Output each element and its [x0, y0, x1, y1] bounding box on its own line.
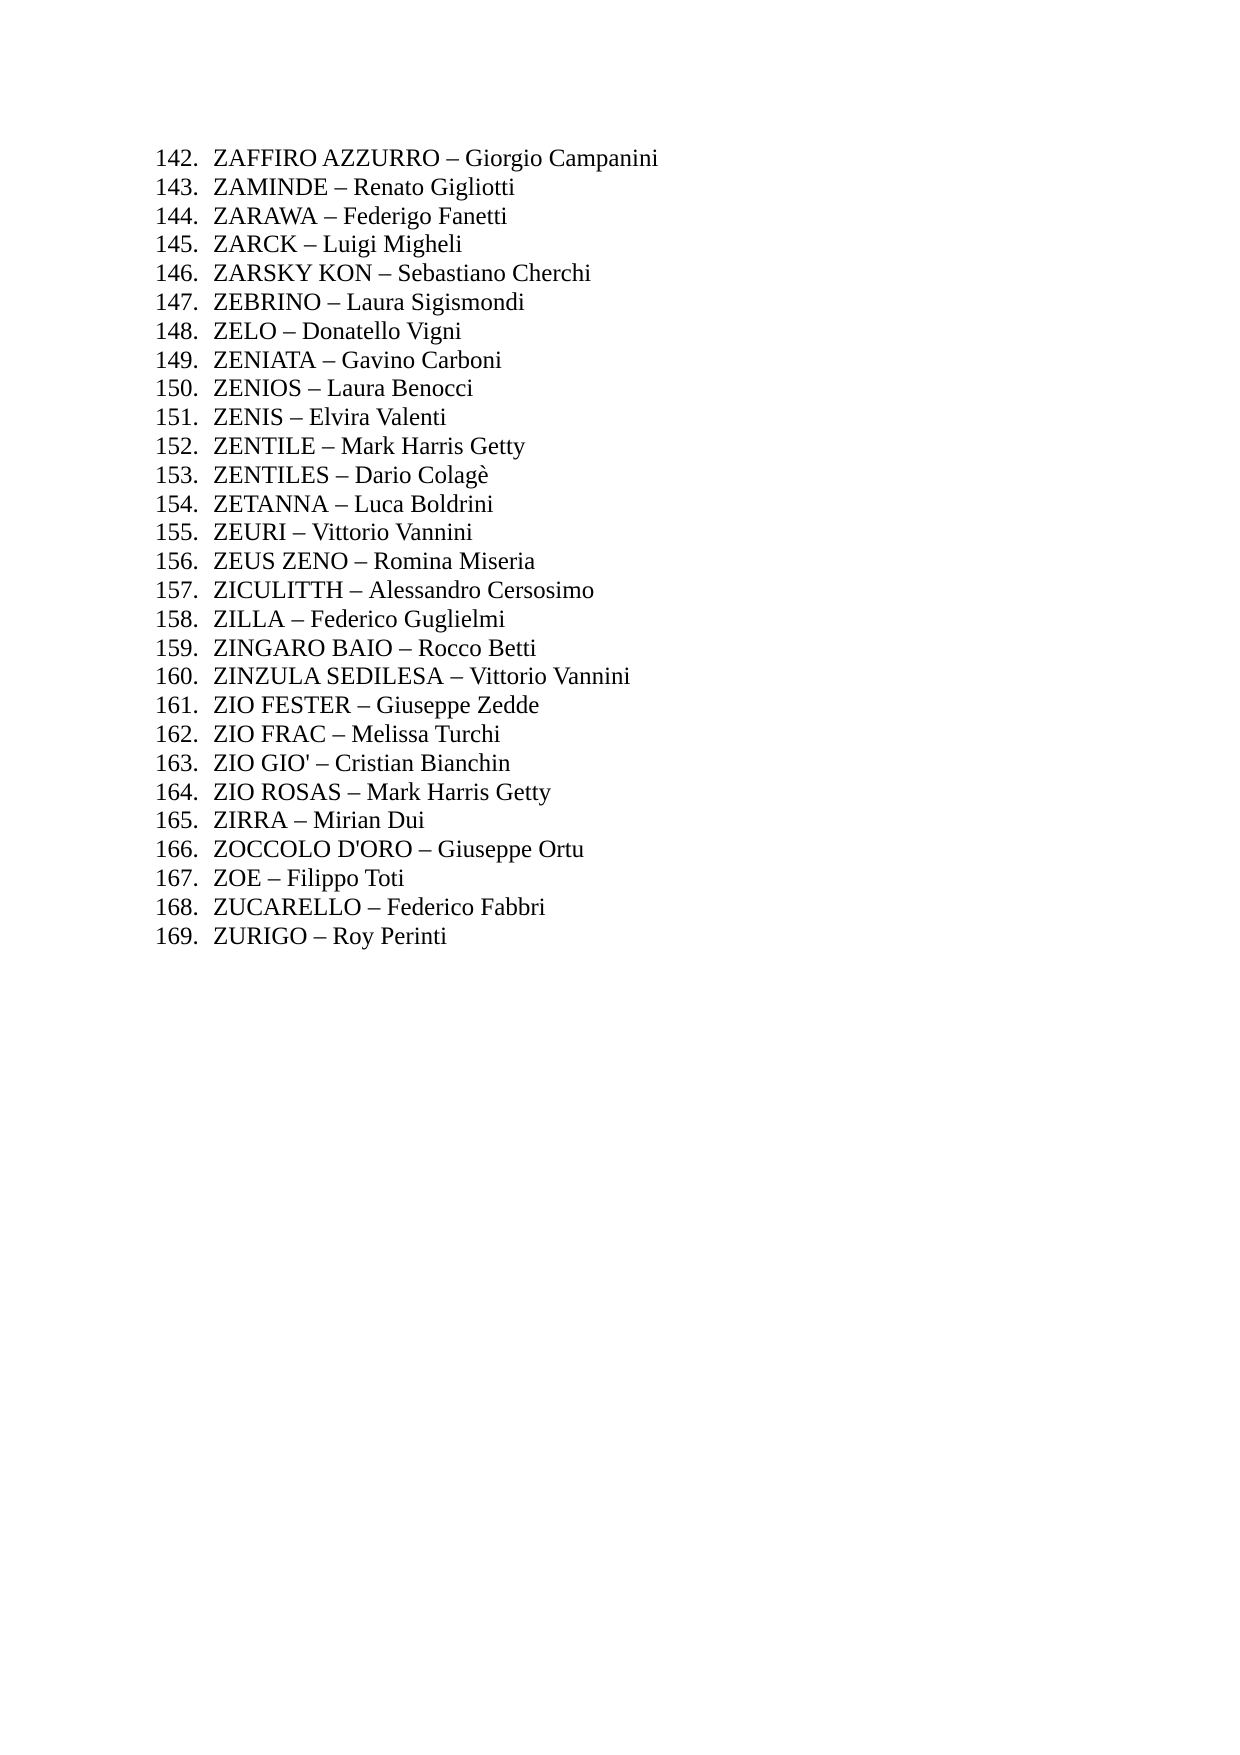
item-text — [213, 203, 508, 232]
list-item — [155, 174, 1180, 203]
item-person: Gavino Carboni — [341, 346, 502, 374]
item-person: Dario Colagè — [354, 461, 489, 489]
item-person: Mark Harris Getty — [366, 778, 552, 806]
list-item — [155, 145, 1180, 174]
item-number: 142. — [155, 145, 199, 172]
item-person: Mirian Dui — [313, 807, 425, 835]
list-item — [155, 519, 1180, 548]
list-item — [155, 894, 1180, 923]
item-text — [213, 923, 447, 952]
item-number: 146. — [155, 260, 199, 288]
list-item — [155, 318, 1180, 347]
item-title: ZICULITTH — [213, 576, 344, 604]
item-person: Mark Harris Getty — [340, 432, 526, 460]
item-person: Sebastiano Cherchi — [397, 260, 592, 288]
item-number: 144. — [155, 202, 199, 230]
list-item — [155, 779, 1180, 808]
item-title: ZIO FESTER — [213, 692, 352, 720]
item-separator: – — [399, 634, 412, 662]
item-number: 163. — [155, 749, 199, 777]
item-separator: – — [313, 922, 327, 950]
item-separator: – — [294, 807, 307, 835]
item-person: Federigo Fanetti — [342, 202, 508, 230]
item-number: 153. — [155, 461, 199, 489]
list-item — [155, 750, 1180, 779]
list-item — [155, 635, 1180, 664]
item-number: 160. — [155, 663, 199, 691]
item-text — [213, 375, 473, 404]
item-separator: – — [378, 260, 392, 288]
list-item — [155, 404, 1180, 433]
list-item — [155, 692, 1180, 721]
list-item — [155, 289, 1180, 318]
item-title: ZARCK — [213, 231, 298, 259]
item-title: ZEURI — [213, 519, 287, 547]
item-text — [213, 836, 584, 865]
item-separator: – — [324, 202, 337, 230]
item-person: Giorgio Campanini — [465, 145, 659, 172]
item-person: Rocco Betti — [417, 634, 537, 662]
item-text — [213, 289, 525, 318]
item-text — [213, 491, 494, 520]
item-text — [213, 318, 462, 347]
item-title: ZILLA — [213, 605, 286, 633]
item-number: 156. — [155, 548, 199, 576]
list-item — [155, 577, 1180, 606]
item-separator: – — [303, 231, 317, 259]
list-item — [155, 260, 1180, 289]
item-text — [213, 692, 539, 721]
item-person: Filippo Toti — [286, 864, 405, 892]
item-separator: – — [335, 490, 348, 518]
list-item — [155, 462, 1180, 491]
item-title: ZAFFIRO AZZURRO — [213, 145, 441, 172]
item-title: ZELO — [213, 317, 277, 345]
item-separator: – — [418, 836, 432, 864]
item-title: ZIO FRAC — [213, 720, 327, 748]
item-separator: – — [334, 173, 348, 201]
list-item — [155, 203, 1180, 232]
item-number: 162. — [155, 720, 199, 748]
item-text — [213, 433, 525, 462]
item-title: ZENTILES — [213, 461, 330, 489]
list-item — [155, 491, 1180, 520]
item-person: Federico Guglielmi — [310, 605, 506, 633]
item-person: Melissa Turchi — [351, 720, 501, 748]
item-number: 166. — [155, 836, 199, 864]
item-text — [213, 635, 537, 664]
list-item — [155, 375, 1180, 404]
list-item — [155, 231, 1180, 260]
item-number: 149. — [155, 346, 199, 374]
item-number: 148. — [155, 317, 199, 345]
item-text — [213, 750, 511, 779]
item-title: ZAMINDE — [213, 173, 329, 201]
item-separator: – — [357, 692, 370, 720]
item-text — [213, 721, 501, 750]
item-number: 159. — [155, 634, 199, 662]
item-text — [213, 231, 462, 260]
item-separator: – — [327, 288, 341, 316]
list-item — [155, 606, 1180, 635]
item-separator: – — [322, 346, 336, 374]
item-separator: – — [283, 317, 296, 345]
item-number: 145. — [155, 231, 199, 259]
list-item — [155, 836, 1180, 865]
item-text — [213, 663, 630, 692]
item-separator: – — [321, 432, 335, 460]
item-text — [213, 145, 658, 174]
item-text — [213, 577, 594, 606]
item-title: ZURIGO — [213, 922, 308, 950]
item-number: 167. — [155, 864, 199, 892]
item-person: Laura Benocci — [326, 375, 474, 403]
item-title: ZINZULA SEDILESA — [213, 663, 445, 691]
item-person: Romina Miseria — [373, 548, 536, 576]
item-number: 150. — [155, 375, 199, 403]
item-separator: – — [446, 145, 459, 172]
item-separator: – — [332, 720, 345, 748]
item-text — [213, 174, 515, 203]
item-text — [213, 606, 505, 635]
item-person: Vittorio Vannini — [311, 519, 473, 547]
item-text — [213, 404, 447, 433]
item-number: 165. — [155, 807, 199, 835]
item-number: 169. — [155, 922, 199, 950]
item-number: 161. — [155, 692, 199, 720]
item-separator: – — [291, 605, 304, 633]
item-text — [213, 865, 405, 894]
item-title: ZEBRINO — [213, 288, 322, 316]
item-person: Giuseppe Ortu — [437, 836, 585, 864]
item-separator: – — [367, 893, 381, 921]
item-separator: – — [335, 461, 349, 489]
item-person: Renato Gigliotti — [353, 173, 516, 201]
item-title: ZOCCOLO D'ORO — [213, 836, 413, 864]
item-person: Laura Sigismondi — [346, 288, 525, 316]
item-person: Elvira Valenti — [308, 404, 447, 432]
item-title: ZENIS — [213, 404, 284, 432]
item-text — [213, 260, 591, 289]
item-text — [213, 779, 551, 808]
item-number: 168. — [155, 893, 199, 921]
item-title: ZIO ROSAS — [213, 778, 342, 806]
item-title: ZETANNA — [213, 490, 330, 518]
item-separator: – — [349, 576, 363, 604]
list-item — [155, 807, 1180, 836]
item-title: ZENIATA — [213, 346, 317, 374]
item-text — [213, 894, 546, 923]
item-person: Luigi Migheli — [322, 231, 463, 259]
item-person: Cristian Bianchin — [334, 749, 511, 777]
item-text — [213, 462, 489, 491]
item-person: Alessandro Cersosimo — [368, 576, 595, 604]
list-item — [155, 433, 1180, 462]
item-separator: – — [450, 663, 463, 691]
item-title: ZARSKY KON — [213, 260, 373, 288]
item-number: 154. — [155, 490, 199, 518]
item-title: ZENTILE — [213, 432, 316, 460]
item-title: ZARAWA — [213, 202, 318, 230]
item-person: Giuseppe Zedde — [376, 692, 540, 720]
item-number: 155. — [155, 519, 199, 547]
item-number: 164. — [155, 778, 199, 806]
list-item — [155, 663, 1180, 692]
item-title: ZINGARO BAIO — [213, 634, 393, 662]
item-text — [213, 807, 425, 836]
item-number: 147. — [155, 288, 199, 316]
item-text — [213, 347, 502, 376]
item-title: ZUCARELLO — [213, 893, 362, 921]
list-item — [155, 721, 1180, 750]
entry-list — [155, 145, 1180, 951]
item-title: ZIO GIO' — [213, 749, 310, 777]
list-item — [155, 865, 1180, 894]
item-separator: – — [347, 778, 361, 806]
item-title: ZOE — [213, 864, 262, 892]
item-number: 152. — [155, 432, 199, 460]
item-title: ZIRRA — [213, 807, 288, 835]
item-title: ZENIOS — [213, 375, 302, 403]
item-separator: – — [267, 864, 281, 892]
item-separator: – — [290, 404, 303, 432]
item-person: Federico Fabbri — [386, 893, 546, 921]
item-number: 151. — [155, 404, 199, 432]
item-separator: – — [292, 519, 306, 547]
item-text — [213, 519, 473, 548]
item-person: Roy Perinti — [332, 922, 448, 950]
item-separator: – — [308, 375, 321, 403]
item-text — [213, 548, 535, 577]
list-item — [155, 548, 1180, 577]
item-number: 157. — [155, 576, 199, 604]
item-separator: – — [354, 548, 368, 576]
item-person: Luca Boldrini — [354, 490, 494, 518]
list-item — [155, 923, 1180, 952]
item-person: Vittorio Vannini — [469, 663, 631, 691]
item-person: Donatello Vigni — [301, 317, 462, 345]
item-title: ZEUS ZENO — [213, 548, 349, 576]
item-number: 143. — [155, 173, 199, 201]
item-number: 158. — [155, 605, 199, 633]
list-item — [155, 347, 1180, 376]
item-separator: – — [316, 749, 329, 777]
